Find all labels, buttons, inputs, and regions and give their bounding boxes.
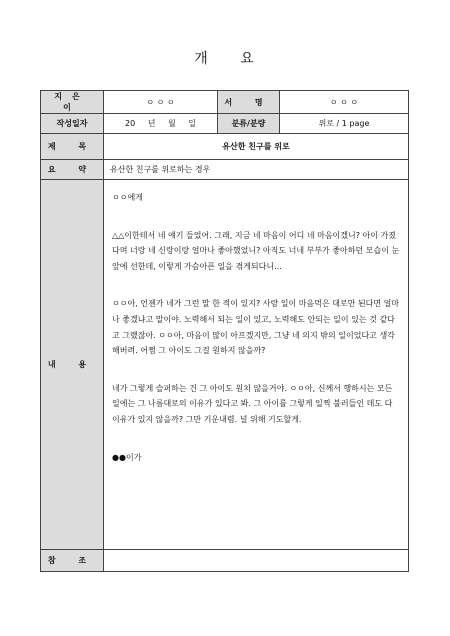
category-value: 위로 / 1 page	[280, 114, 409, 134]
row-reference	[41, 550, 409, 572]
content-paragraph-1: △△이한테서 네 얘기 들었어. 그래, 지금 네 마음이 어디 네 마음이겠니? 아이 가졌다며 너랑 네 신랑이랑 얼마나 좋아했었니? 아직도 너네 부부가 좋아하던 모습이 눈앞에 선한데, 이렇게 가슴아픈 일을 겪게되다니...	[112, 230, 400, 271]
content-paragraph-2: ㅇㅇ아, 언젠가 네가 그런 말 한 적이 있지? 사람 일이 마음먹은 대로만 된다면 얼마나 좋겠냐고 말이야. 노력해서 되는 일이 있고, 노력해도 안되는 일이 있는 것 같다고 그랬잖아. ㅇㅇ아, 마음이 많이 아프겠지만, 그냥 네 의지 밖의 일이었다고 생각해버려. 어쩜 그 아이도 그걸 원하지 않을까?	[112, 299, 400, 356]
category-label: 분류/분량	[218, 114, 280, 134]
date-label: 작성일자	[41, 114, 104, 134]
author-label: 지은이	[41, 91, 104, 114]
recipient-value: ㅇ ㅇ ㅇ	[280, 91, 409, 114]
row-author	[41, 91, 409, 114]
subject-value: 유산한 친구를 위로	[104, 134, 409, 160]
row-content	[41, 180, 409, 550]
reference-label: 참 조	[41, 550, 104, 572]
author-value: ㅇ ㅇ ㅇ	[104, 91, 218, 114]
content-paragraph-3: 네가 그렇게 슬퍼하는 건 그 아이도 원치 않을거야. ㅇㅇ아, 신께서 행하시는 모든 일에는 그 나름대로의 이유가 있다고 봐. 그 아이를 그렇게 일찍 불러들인 데도 다 이유가 있지 않을까? 그만 기운내렴. 널 위해 기도할게.	[112, 383, 393, 424]
content-body	[104, 180, 409, 550]
reference-value	[104, 550, 409, 572]
document-title: 개 요	[194, 51, 256, 67]
date-value: 20 년 월 일	[104, 114, 218, 134]
overview-form	[40, 90, 409, 572]
row-subject	[41, 134, 409, 160]
subject-label: 제 목	[41, 134, 104, 160]
row-date	[41, 114, 409, 134]
content-label: 내 용	[41, 180, 104, 550]
content-signature: ●●이가	[112, 452, 142, 462]
summary-label: 요 약	[41, 160, 104, 180]
content-greeting: ㅇㅇ에게	[112, 193, 143, 202]
row-summary	[41, 160, 409, 180]
recipient-label: 서 명	[218, 91, 280, 114]
summary-value: 유산한 친구를 위로하는 경우	[104, 160, 409, 180]
